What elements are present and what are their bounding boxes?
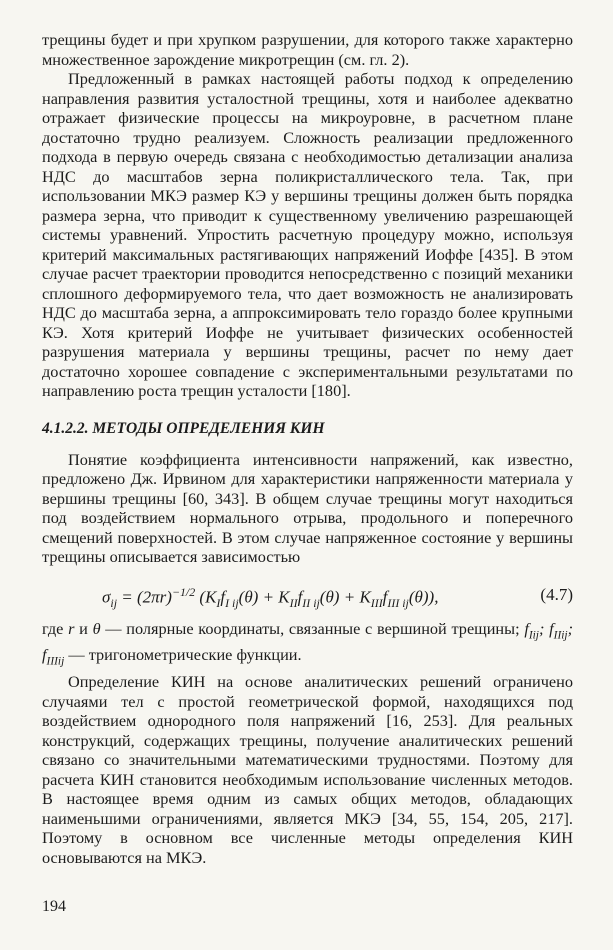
page-number: 194 (42, 898, 66, 915)
equation-4-7 (42, 575, 573, 613)
function-symbols: $f_{Iij}$; $f_{IIij}$; $f_{IIIij}$ (42, 618, 574, 668)
paragraph-approach: Предложенный в рамках настоящей работы подход к определению направления развития усталостной трещины, хотя и наиболее адекватно отражает физические процессы на микроуровне, в расчетном плане достаточно трудно реализуем. Сложность реализации предложенного подхода в первую очередь связана с необходимостью детализации анализа НДС до масштабов зерна поликристаллического тела. Так, при использовании МКЭ размер КЭ у вершины трещины должен быть порядка размера зерна, что приводит к существенному увеличению разрешающей системы уравнений. Упростить расчетную процедуру можно, используя критерий максимальных растягивающих напряжений Иоффе [435]. В этом случае расчет траектории проводится непосредственно с позиций механики сплошного деформируемого тела, что дает возможность не анализировать НДС до масштаба зерна, а аппроксимировать тело гораздо более крупными КЭ. Хотя критерий Иоффе не учитывает физических особенностей разрушения материала у вершины трещины, расчет по нему дает достаточно хорошее совпадение с экспериментальными результатами по направлению роста трещин усталости [180]. (42, 69, 573, 400)
paragraph-where: где r и θ — полярные координаты, связанные с вершиной трещины; $f_{Iij}$; $f_{IIij}$; $f_{IIIij}$ — тригонометрические функции. (42, 618, 574, 668)
equation-expression: $\sigma_{ij} = (2\pi r)^{-1/2}$ $(K_If_{I ij}(\theta) + K_{II}f_{II ij}(\theta) + K_{III}f_{III ij}(\theta))$, (102, 584, 439, 610)
paragraph-continuation: трещины будет и при хрупком разрушении, для которого также характерно множественное зарождение микротрещин (см. гл. 2). (42, 30, 573, 69)
paragraph-sif-methods: Определение КИН на основе аналитических решений ограничено случаями тел с простой геометрической формой, находящихся под воздействием однородного поля напряжений [16, 253]. Для реальных конструкций, содержащих трещины, получение аналитических решений связано со значительными математическими трудностями. Поэтому для расчета КИН становится необходимым использование численных методов. В настоящее время одним из самых общих методов, обладающих наименьшими ограничениями, является МКЭ [34, 55, 154, 205, 217]. Поэтому в основном все численные методы определения КИН основываются на МКЭ. (42, 672, 573, 867)
equation-number: (4.7) (540, 584, 573, 604)
paragraph-sif-intro: Понятие коэффициента интенсивности напряжений, как известно, предложено Дж. Ирвином для характеристики напряженности материала у вершины трещины [60, 343]. В общем случае трещины могут находиться под воздействием нормального отрыва, продольного и поперечного смещений поверхностей. В этом случае напряженное состояние у вершины трещины описывается зависимостью (42, 449, 573, 566)
section-heading: 4.1.2.2. МЕТОДЫ ОПРЕДЕЛЕНИЯ КИН (42, 419, 325, 437)
